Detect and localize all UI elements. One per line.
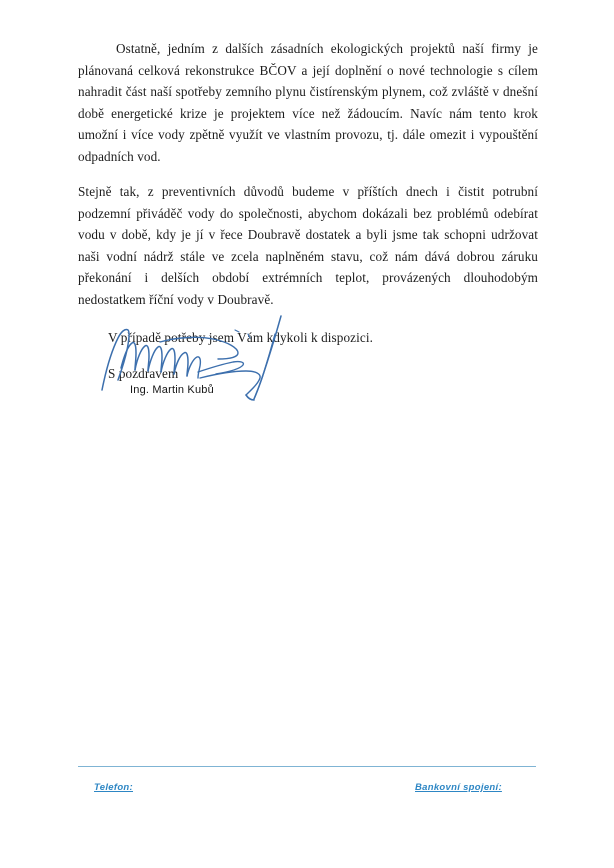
footer-columns <box>78 782 536 802</box>
footer-phone-label: Telefon: <box>94 782 133 793</box>
signature-area <box>88 312 318 407</box>
body-paragraph-1: Ostatně, jedním z dalších zásadních ekologických projektů naší firmy je plánovaná celková rekonstrukce BČOV a její doplnění o nové technologie s cílem nahradit část naší spotřeby zemního plynu čistírenským plynem, což zvláště v dnešní době energetické krize je projektem více než žádoucím. Navíc nám tento krok umožní i více vody zpětně využít ve vlastním provozu, tj. dále omezit i vypouštění odpadních vod. <box>78 41 538 164</box>
footer-divider <box>78 766 536 767</box>
availability-line: V případě potřeby jsem Vám kdykoli k dispozici. <box>108 330 373 345</box>
page-footer <box>0 766 614 826</box>
valediction-line: S pozdravem <box>108 365 179 381</box>
signer-name: Ing. Martin Kubů <box>130 384 214 396</box>
footer-bank-label: Bankovní spojení: <box>415 782 502 793</box>
body-paragraph-2: Stejně tak, z preventivních důvodů budeme v příštích dnech i čistit potrubní podzemní přiváděč vody do společnosti, abychom dokázali bez problémů odebírat vodu v době, kdy je jí v řece Doubravě dostatek a byli jsme tak schopni udržovat naši vodní nádrž stále ve zcela naplněném stavu, což nám dává dobrou záruku překonání i delších období extrémních teplot, provázených dlouhodobým nedostatkem říční vody v Doubravě. <box>78 184 538 307</box>
